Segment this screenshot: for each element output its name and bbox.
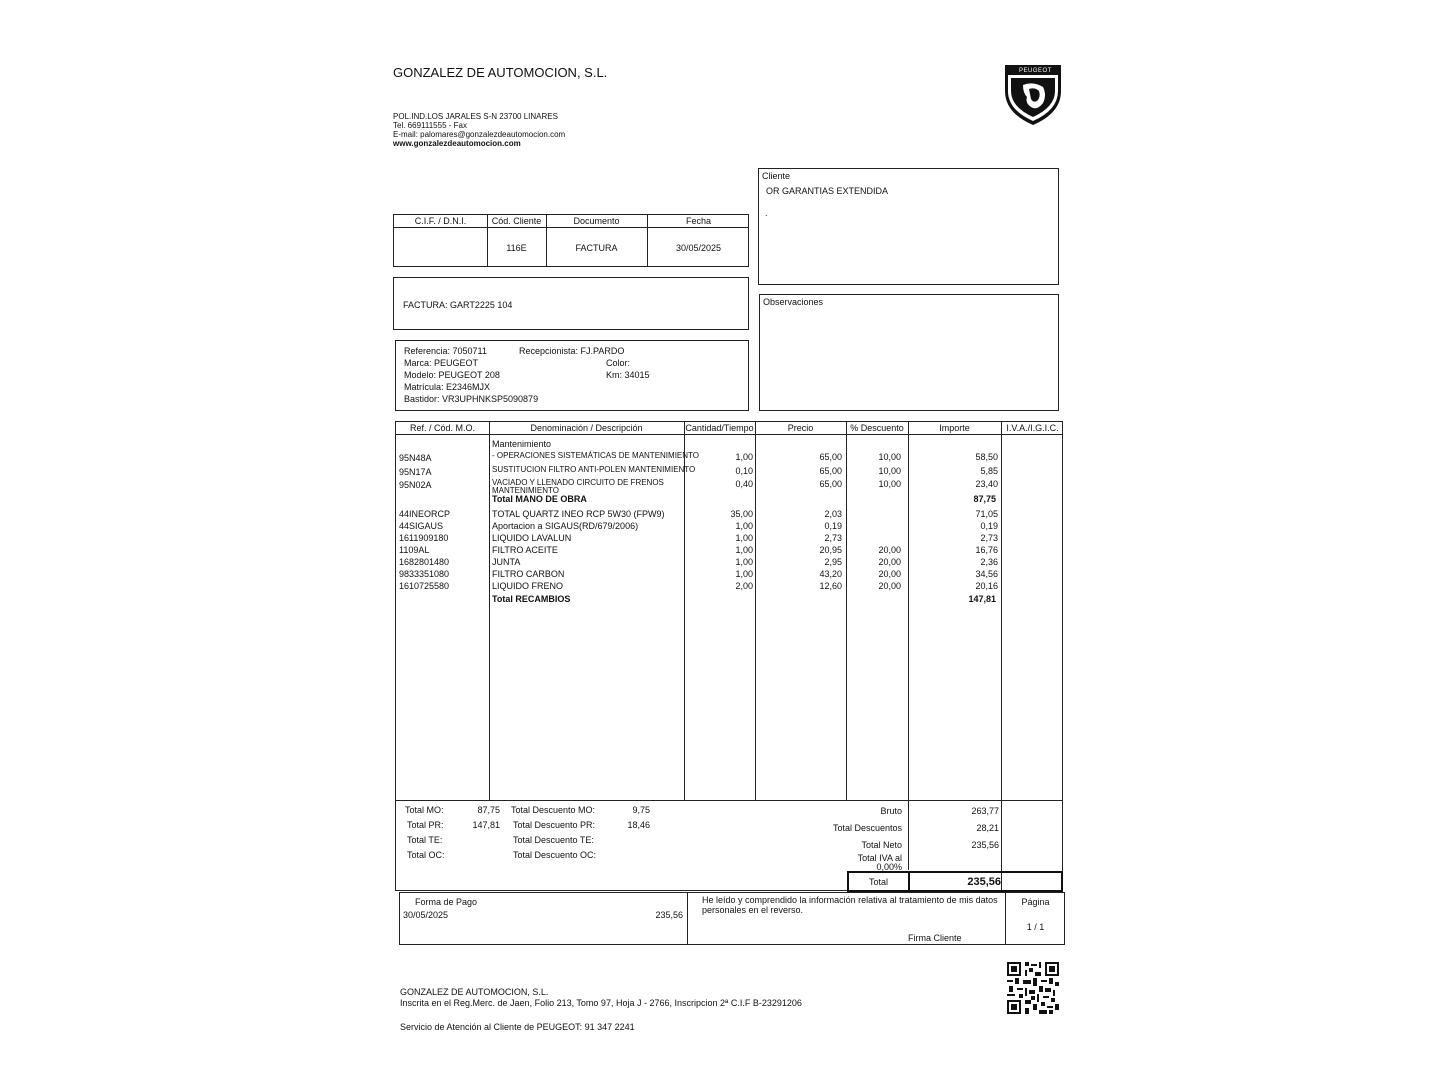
value-fecha: 30/05/2025 — [675, 243, 722, 253]
client-box — [758, 168, 1059, 285]
company-web: www.gonzalezdeautomocion.com — [393, 139, 521, 148]
row-desc: FILTRO ACEITE — [492, 545, 558, 555]
company-address: POL.IND.LOS JARALES S-N 23700 LINARES — [393, 112, 558, 121]
table-row — [396, 479, 1064, 495]
row-price: 65,00 — [819, 479, 842, 489]
row-qty: 1,00 — [735, 557, 753, 567]
row-price: 0,19 — [824, 521, 842, 531]
table-row — [396, 452, 1064, 466]
page-label: Página — [1021, 897, 1050, 907]
row-ref: 9833351080 — [399, 569, 450, 579]
row-ref: 95N48A — [399, 453, 432, 463]
row-disc: 20,00 — [878, 569, 901, 579]
neto-label: Total Neto — [861, 840, 902, 850]
col-header-cantidad: Cantidad/Tiempo — [685, 423, 754, 433]
row-ref: 1682801480 — [399, 557, 450, 567]
total-desc-te-label: Total Descuento TE: — [513, 835, 594, 845]
row-desc: Aportacion a SIGAUS(RD/679/2006) — [492, 521, 639, 531]
vehicle-referencia: Referencia: 7050711 — [404, 346, 487, 356]
vehicle-km: Km: 34015 — [606, 370, 650, 380]
row-qty: 35,00 — [730, 509, 753, 519]
header-documento: Documento — [573, 216, 620, 226]
total-pr-value: 147,81 — [472, 820, 500, 830]
grand-total-label: Total — [869, 877, 889, 887]
col-header-iva: I.V.A./I.G.I.C. — [1006, 423, 1059, 433]
total-parts-label: Total RECAMBIOS — [492, 594, 571, 604]
row-amount: 2,36 — [980, 557, 998, 567]
grand-total-value: 235,56 — [967, 876, 1001, 888]
signature-label: Firma Cliente — [908, 933, 962, 943]
row-qty: 0,40 — [735, 479, 753, 489]
row-amount: 23,40 — [975, 479, 998, 489]
row-ref: 44SIGAUS — [399, 521, 444, 531]
privacy-text-1: He leído y comprendido la información relativa al tratamiento de mis datos — [702, 895, 998, 905]
row-qty: 1,00 — [735, 569, 753, 579]
vehicle-bastidor: Bastidor: VR3UPHNKSP5090879 — [404, 394, 539, 404]
total-labour-label: Total MANO DE OBRA — [492, 494, 587, 504]
row-desc: TOTAL QUARTZ INEO RCP 5W30 (FPW9) — [492, 509, 665, 519]
total-pr-label: Total PR: — [407, 820, 444, 830]
row-ref: 1109AL — [399, 545, 430, 555]
iva-percent: 0,00% — [876, 862, 902, 872]
row-ref: 44INEORCP — [399, 509, 451, 519]
value-cod-cliente: 116E — [506, 243, 527, 253]
table-row — [396, 521, 1064, 533]
document-header-table — [393, 214, 749, 267]
items-table — [395, 421, 1063, 801]
invoice-box — [393, 277, 749, 330]
row-disc: 10,00 — [878, 479, 901, 489]
row-price: 65,00 — [819, 452, 842, 462]
col-header-precio: Precio — [787, 423, 814, 433]
peugeot-logo — [1003, 63, 1063, 127]
col-header-descuento: % Descuento — [850, 423, 904, 433]
payment-amount: 235,56 — [655, 910, 683, 920]
row-desc: JUNTA — [492, 557, 521, 567]
page-number: 1 / 1 — [1026, 922, 1045, 932]
row-amount: 71,05 — [975, 509, 998, 519]
total-desc-oc-label: Total Descuento OC: — [513, 850, 597, 860]
row-amount: 34,56 — [975, 569, 998, 579]
row-price: 20,95 — [819, 545, 842, 555]
payment-date: 30/05/2025 — [403, 910, 449, 920]
row-qty: 1,00 — [735, 533, 753, 543]
row-desc: LIQUIDO LAVALUN — [492, 533, 572, 543]
row-qty: 1,00 — [735, 521, 753, 531]
client-name: OR GARANTIAS EXTENDIDA — [766, 186, 889, 196]
table-row — [396, 545, 1064, 557]
footer-registry: Inscrita en el Reg.Merc. de Jaen, Folio 213, Tomo 97, Hoja J - 2766, Inscripcion 2ª C.I.F B-23291206 — [400, 998, 802, 1008]
vehicle-modelo: Modelo: PEUGEOT 208 — [404, 370, 500, 380]
row-ref: 1611909180 — [399, 533, 449, 543]
company-tel: Tel. 669111555 - Fax — [393, 121, 467, 130]
payment-label: Forma de Pago — [415, 897, 478, 907]
row-amount: 5,85 — [980, 466, 998, 476]
total-desc-mo-label: Total Descuento MO: — [511, 805, 596, 815]
row-qty: 0,10 — [735, 466, 753, 476]
header-cod-cliente: Cód. Cliente — [491, 216, 542, 226]
row-amount: 58,50 — [975, 452, 998, 462]
total-parts-value: 147,81 — [968, 594, 996, 604]
qr-code — [1007, 962, 1059, 1014]
row-price: 43,20 — [819, 569, 842, 579]
observations-label: Observaciones — [763, 297, 824, 307]
total-desc-pr-value: 18,46 — [627, 820, 650, 830]
row-disc: 10,00 — [878, 452, 901, 462]
total-desc-pr-label: Total Descuento PR: — [513, 820, 596, 830]
observations-box — [759, 294, 1059, 411]
table-row — [396, 533, 1064, 545]
vehicle-recepcionista: Recepcionista: FJ.PARDO — [519, 346, 625, 356]
table-row — [396, 581, 1064, 593]
row-price: 2,73 — [824, 533, 842, 543]
total-labour-value: 87,75 — [973, 494, 996, 504]
logo-text: PEUGEOT — [1019, 68, 1052, 74]
total-oc-label: Total OC: — [407, 850, 445, 860]
bruto-label: Bruto — [880, 806, 902, 816]
total-mo-label: Total MO: — [405, 805, 444, 815]
row-price: 2,95 — [824, 557, 842, 567]
row-disc: 20,00 — [878, 545, 901, 555]
total-desc-mo-value: 9,75 — [632, 805, 650, 815]
descuentos-value: 28,21 — [976, 823, 999, 833]
iva-label: Total IVA al — [857, 853, 902, 863]
row-amount: 20,16 — [975, 581, 998, 591]
value-documento: FACTURA — [575, 243, 618, 253]
payment-box — [399, 892, 1065, 945]
company-email: E-mail: palomares@gonzalezdeautomocion.com — [393, 130, 566, 139]
col-header-importe: Importe — [939, 423, 970, 433]
client-dot: . — [765, 208, 768, 218]
row-disc: 10,00 — [878, 466, 901, 476]
table-row — [396, 557, 1064, 569]
vehicle-box — [395, 340, 749, 411]
row-desc: SUSTITUCION FILTRO ANTI-POLEN MANTENIMIENTO — [492, 465, 696, 474]
bruto-value: 263,77 — [971, 806, 999, 816]
col-header-ref: Ref. / Cód. M.O. — [409, 423, 476, 433]
footer-service: Servicio de Atención al Cliente de PEUGEOT: 91 347 2241 — [400, 1022, 635, 1032]
row-qty: 1,00 — [735, 545, 753, 555]
row-amount: 0,19 — [980, 521, 998, 531]
footer-company: GONZALEZ DE AUTOMOCION, S.L. — [400, 987, 549, 997]
row-price: 12,60 — [819, 581, 842, 591]
descuentos-label: Total Descuentos — [832, 823, 902, 833]
row-price: 2,03 — [824, 509, 842, 519]
invoice-number: FACTURA: GART2225 104 — [403, 300, 513, 310]
section-mantenimiento: Mantenimiento — [492, 439, 552, 449]
row-desc: VACIADO Y LLENADO CIRCUITO DE FRENOS MANTENIMIENTO — [492, 478, 664, 495]
total-te-label: Total TE: — [407, 835, 443, 845]
header-cif: C.I.F. / D.N.I. — [414, 216, 467, 226]
grand-total-box — [847, 871, 1063, 892]
row-disc: 20,00 — [878, 557, 901, 567]
row-amount: 2,73 — [980, 533, 998, 543]
vehicle-color: Color: — [606, 358, 631, 368]
total-mo-value: 87,75 — [477, 805, 500, 815]
col-header-descripcion: Denominación / Descripción — [530, 423, 643, 433]
row-qty: 1,00 — [735, 452, 753, 462]
row-ref: 95N02A — [399, 480, 432, 490]
row-desc: - OPERACIONES SISTEMÁTICAS DE MANTENIMIENTO — [492, 451, 699, 460]
row-price: 65,00 — [819, 466, 842, 476]
row-ref: 95N17A — [399, 467, 432, 477]
vehicle-matricula: Matrícula: E2346MJX — [404, 382, 491, 392]
table-row — [396, 569, 1064, 581]
header-fecha: Fecha — [685, 216, 711, 226]
neto-value: 235,56 — [971, 840, 999, 850]
vehicle-marca: Marca: PEUGEOT — [404, 358, 479, 368]
row-amount: 16,76 — [975, 545, 998, 555]
row-desc: FILTRO CARBON — [492, 569, 565, 579]
company-name: GONZALEZ DE AUTOMOCION, S.L. — [393, 65, 608, 80]
privacy-text-2: personales en el reverso. — [702, 905, 804, 915]
table-row — [396, 509, 1064, 521]
row-disc: 20,00 — [878, 581, 901, 591]
row-qty: 2,00 — [735, 581, 753, 591]
row-ref: 1610725580 — [399, 581, 450, 591]
row-desc: LIQUIDO FRENO — [492, 581, 564, 591]
client-label: Cliente — [762, 171, 791, 181]
